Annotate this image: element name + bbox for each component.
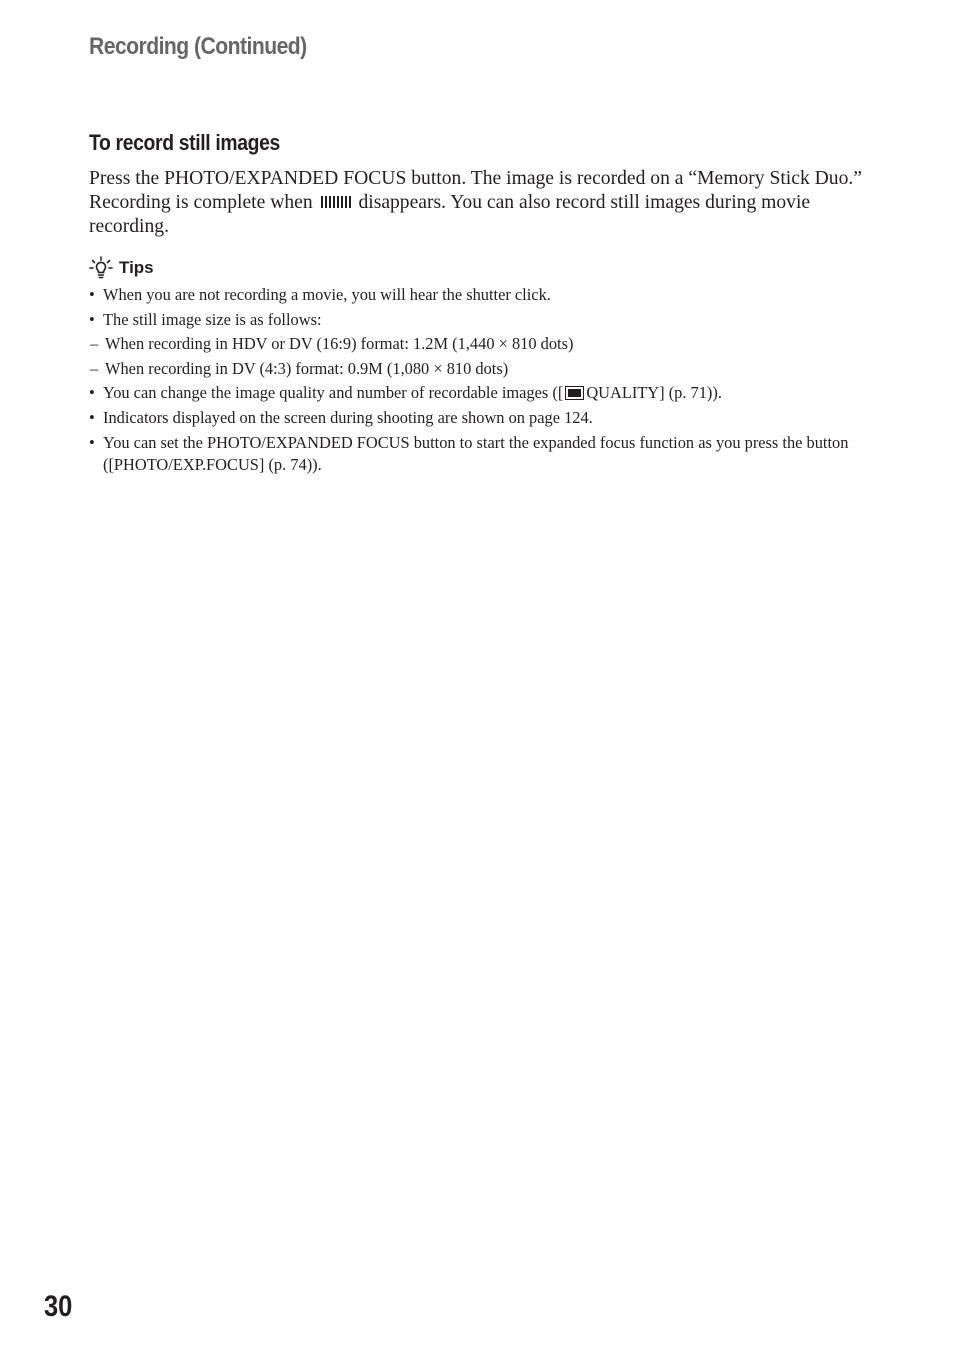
tip-item: • You can set the PHOTO/EXPANDED FOCUS button to start the expanded focus function as you press the button ([PHOTO/EXP.FOCUS] (p. 74)). — [89, 432, 879, 476]
tip-sub-item: – When recording in HDV or DV (16:9) format: 1.2M (1,440 × 810 dots) — [89, 333, 879, 355]
section-title: To record still images — [89, 130, 280, 155]
section-body — [89, 167, 874, 239]
tip-item: • Indicators displayed on the screen during shooting are shown on page 124. — [89, 407, 879, 429]
body-text-before: Press the PHOTO/EXPANDED FOCUS button. The image is recorded on a “Memory Stick Duo.” Recording is complete when — [89, 168, 862, 213]
tip-sub-item: – When recording in DV (4:3) format: 0.9M (1,080 × 810 dots) — [89, 358, 879, 380]
tips-list — [89, 284, 879, 478]
recording-indicator-icon — [320, 195, 352, 209]
quality-icon — [565, 386, 584, 400]
page-number: 30 — [44, 1290, 73, 1323]
tip-item: • The still image size is as follows: – When recording in HDV or DV (16:9) format: 1.2M (1,440 × 810 dots) – When recording in DV (4:3) format: 0.9M (1,080 × 810 dots) — [89, 309, 879, 380]
tip-sub-list — [103, 333, 879, 380]
lightbulb-icon — [89, 256, 113, 280]
tip-item: • When you are not recording a movie, you will hear the shutter click. — [89, 284, 879, 306]
running-head: Recording (Continued) — [89, 33, 307, 60]
tip-item: • You can change the image quality and number of recordable images ([ QUALITY] (p. 71)). — [89, 382, 879, 404]
tips-heading — [89, 255, 154, 281]
tips-heading-label: Tips — [119, 258, 154, 277]
body-text-after: disappears. You can also record still images during movie recording. — [89, 192, 811, 237]
